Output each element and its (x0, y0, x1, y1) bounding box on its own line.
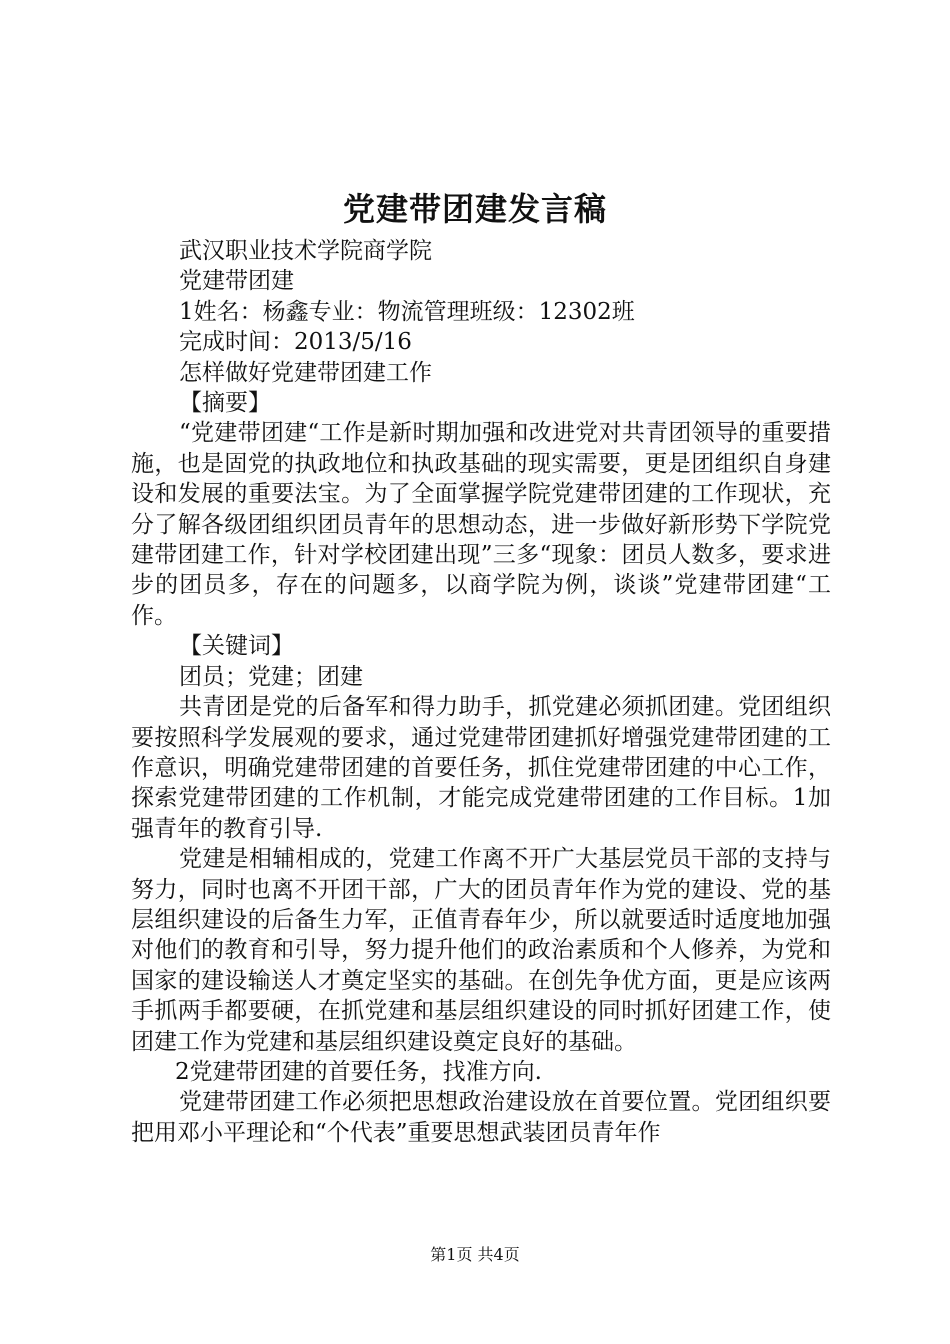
topic-line: 党建带团建 (179, 268, 294, 295)
section-2-heading: 2党建带团建的首要任务，找准方向. (175, 1058, 542, 1085)
document-body (131, 236, 831, 1148)
body-paragraph-3: 党建带团建工作必须把思想政治建设放在首要位置。党团组织要把用邓小平理论和“个代表”重要思想武装团员青年作 (131, 1089, 831, 1146)
body-paragraph-2: 党建是相辅相成的，党建工作离不开广大基层党员干部的支持与努力，同时也离不开团干部，广大的团员青年作为党的建设、党的基层组织建设的后备生力军，正值青春年少，所以就要适时适度地加强对他们的教育和引导，努力提升他们的政治素质和个人修养，为党和国家的建设输送人才奠定坚实的基础。在创先争优方面，更是应该两手抓两手都要硬，在抓党建和基层组织建设的同时抓好团建工作，使团建工作为党建和基层组织建设奠定良好的基础。 (131, 846, 831, 1055)
abstract-heading: 【摘要】 (179, 390, 271, 417)
body-paragraph-1: 共青团是党的后备军和得力助手，抓党建必须抓团建。党团组织要按照科学发展观的要求，通过党建带团建抓好增强党建带团建的工作意识，明确党建带团建的首要任务，抓住党建带团建的中心工作，探索党建带团建的工作机制，才能完成党建带团建的工作目标。1加强青年的教育引导. (131, 694, 831, 842)
author-info-line: 1姓名：杨鑫专业：物流管理班级：12302班 (179, 298, 635, 325)
subtitle-line: 怎样做好党建带团建工作 (179, 359, 432, 386)
page-footer: 第1页 共4页 (430, 1245, 520, 1264)
keywords-heading: 【关键词】 (179, 633, 294, 660)
date-line: 完成时间：2013/5/16 (179, 329, 412, 356)
abstract-paragraph: “党建带团建“工作是新时期加强和改进党对共青团领导的重要措施，也是固党的执政地位和执政基础的现实需要，更是团组织自身建设和发展的重要法宝。为了全面掌握学院党建带团建的工作现状，充分了解各级团组织团员青年的思想动态，进一步做好新形势下学院党建带团建工作，针对学校团建出现”三多“现象：团员人数多，要求进步的团员多，存在的问题多，以商学院为例，谈谈”党建带团建“工作。 (131, 420, 831, 629)
school-line: 武汉职业技术学院商学院 (179, 238, 432, 264)
keywords-line: 团员；党建；团建 (179, 663, 363, 690)
document-title: 党建带团建发言稿 (342, 190, 607, 228)
